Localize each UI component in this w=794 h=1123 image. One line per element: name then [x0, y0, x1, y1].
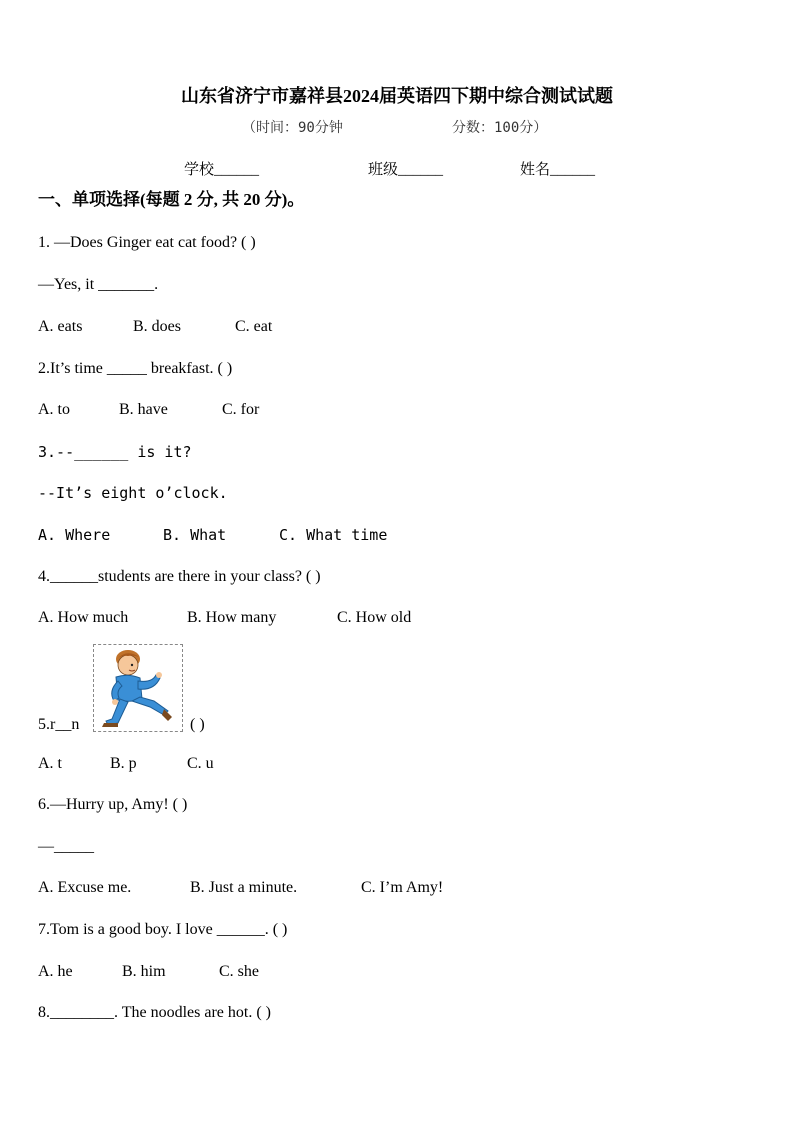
question-4-stem: 4.______students are there in your class? ( )	[38, 568, 321, 585]
question-5-option-b[interactable]: B. p	[110, 755, 137, 772]
question-6-option-b[interactable]: B. Just a minute.	[190, 879, 298, 896]
running-boy-picture	[93, 644, 183, 732]
question-2-option-b[interactable]: B. have	[119, 401, 168, 418]
exam-score: 分数：100分）	[452, 120, 548, 136]
question-4-option-b[interactable]: B. How many	[187, 609, 277, 626]
running-boy-icon	[94, 645, 182, 731]
question-8-stem: 8.________. The noodles are hot. ( )	[38, 1004, 271, 1021]
question-6-reply: —_____	[38, 838, 94, 855]
exam-time: （时间：90分钟	[242, 120, 343, 136]
question-5-option-c[interactable]: C. u	[187, 755, 214, 772]
question-1-option-c[interactable]: C. eat	[235, 318, 273, 335]
school-field[interactable]: 学校______	[184, 162, 260, 178]
question-5-answer-blank[interactable]: ( )	[190, 716, 205, 733]
question-2-stem: 2.It’s time _____ breakfast. ( )	[38, 360, 233, 377]
question-4-option-a[interactable]: A. How much	[38, 609, 129, 626]
page-title: 山东省济宁市嘉祥县2024届英语四下期中综合测试试题	[181, 86, 613, 106]
question-3-stem: 3.--______ is it?	[38, 443, 192, 461]
question-2-option-c[interactable]: C. for	[222, 401, 260, 418]
question-6-option-c[interactable]: C. I’m Amy!	[361, 879, 444, 896]
question-3-option-c[interactable]: C. What time	[279, 526, 388, 544]
question-1-option-a[interactable]: A. eats	[38, 318, 83, 335]
section-heading: 一、单项选择(每题 2 分, 共 20 分)。	[38, 190, 305, 209]
question-5-stem: 5.r__n	[38, 716, 80, 733]
question-1-stem: 1. —Does Ginger eat cat food? ( )	[38, 234, 256, 251]
question-7-stem: 7.Tom is a good boy. I love ______. ( )	[38, 921, 288, 938]
question-3-option-b[interactable]: B. What	[163, 526, 227, 544]
question-6-stem: 6.—Hurry up, Amy! ( )	[38, 796, 188, 813]
question-7-option-b[interactable]: B. him	[122, 963, 166, 980]
question-7-option-a[interactable]: A. he	[38, 963, 73, 980]
question-3-option-a[interactable]: A. Where	[38, 526, 111, 544]
question-3-reply: --It’s eight o’clock.	[38, 484, 228, 502]
question-2-option-a[interactable]: A. to	[38, 401, 70, 418]
question-6-option-a[interactable]: A. Excuse me.	[38, 879, 132, 896]
question-4-option-c[interactable]: C. How old	[337, 609, 412, 626]
question-1-option-b[interactable]: B. does	[133, 318, 181, 335]
question-1-reply: —Yes, it _______.	[38, 276, 159, 293]
class-field[interactable]: 班级______	[368, 162, 444, 178]
question-5-option-a[interactable]: A. t	[38, 755, 62, 772]
name-field[interactable]: 姓名______	[520, 162, 596, 178]
question-7-option-c[interactable]: C. she	[219, 963, 259, 980]
